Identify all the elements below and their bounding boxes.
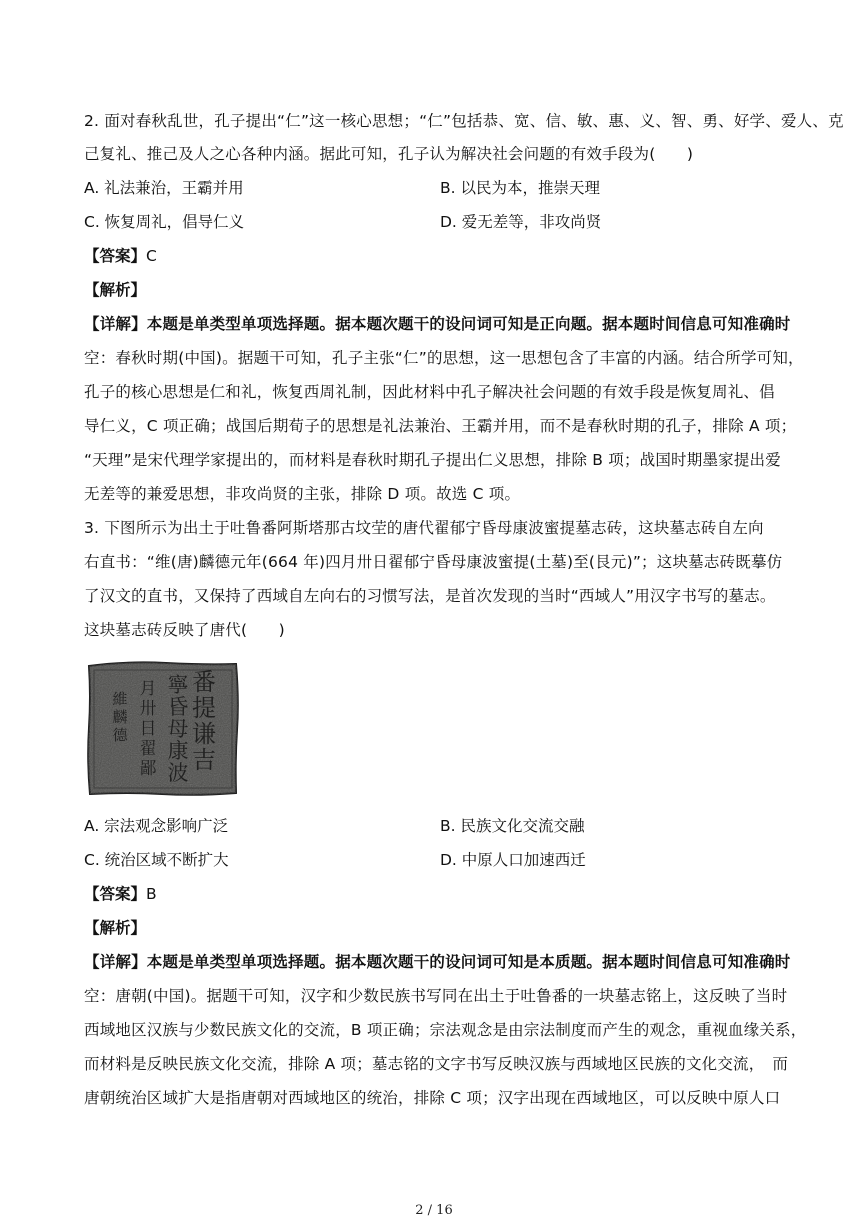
q2-stem-line-2: 己复礼、推己及人之心各种内涵。据此可知，孔子认为解决社会问题的有效手段为( ) [84, 145, 694, 163]
brick-inscription-char: 月 [139, 679, 157, 699]
q2-answer [84, 246, 157, 266]
brick-inscription-char: 卅 [139, 699, 157, 719]
q2-detail-line-1: 【详解】本题是单类型单项选择题。据本题次题干的设问词可知是正向题。据本题时间信息可知准确时 [84, 315, 791, 333]
brick-inscription-char: 番 [192, 668, 216, 696]
brick-inscription-char: 谦 [192, 720, 216, 748]
brick-inscription-char: 日 [139, 719, 157, 739]
brick-inscription-char: 昏 [167, 695, 189, 719]
q3-detail-line-2: 空：唐朝(中国)。据题干可知，汉字和少数民族书写同在出土于吐鲁番的一块墓志铭上，这反映了当时 [84, 987, 788, 1005]
q3-answer-label: 【答案】 [84, 885, 147, 903]
brick-inscription-char: 鄙 [139, 759, 157, 779]
q2-option-c: C. 恢复周礼，倡导仁义 [84, 213, 245, 231]
q3-stem-line-2: 右直书：“维(唐)麟德元年(664 年)四月卅日翟郁宁昏母康波蜜提(土墓)至(艮元)”；这块墓志砖既摹仿 [84, 553, 783, 571]
q2-detail-line-4: 导仁义，C 项正确；战国后期荀子的思想是礼法兼治、王霸并用，而不是春秋时期的孔子，排除 A 项； [84, 417, 797, 435]
brick-inscription-char: 翟 [139, 739, 157, 759]
q2-analysis-label: 【解析】 [84, 281, 147, 299]
q3-detail-line-5: 唐朝统治区域扩大是指唐朝对西域地区的统治，排除 C 项；汉字出现在西域地区，可以反映中原人口 [84, 1089, 781, 1107]
q2-option-d: D. 爱无差等，非攻尚贤 [440, 213, 602, 231]
q3-detail-line-1: 【详解】本题是单类型单项选择题。据本题次题干的设问词可知是本质题。据本题时间信息可知准确时 [84, 953, 791, 971]
q2-option-b: B. 以民为本，推崇天理 [440, 179, 600, 197]
brick-inscription-char: 吉 [192, 746, 216, 774]
q3-option-d: D. 中原人口加速西迁 [440, 851, 586, 869]
q3-answer [84, 884, 157, 904]
brick-inscription-char: 母 [167, 717, 189, 741]
q2-detail-line-6: 无差等的兼爱思想，非攻尚贤的主张，排除 D 项。故选 C 项。 [84, 485, 521, 503]
brick-inscription-char: 康 [167, 739, 189, 763]
q3-answer-value: B [146, 885, 157, 903]
epitaph-brick-image [86, 660, 240, 798]
q3-detail-line-3: 西域地区汉族与少数民族文化的交流，B 项正确；宗法观念是由宗法制度而产生的观念，重视血缘关系， [84, 1021, 807, 1039]
brick-inscription-char: 提 [192, 694, 216, 722]
q2-answer-value: C [146, 247, 157, 265]
q3-stem-line-4: 这块墓志砖反映了唐代( ) [84, 621, 285, 639]
brick-inscription-char: 寧 [167, 673, 189, 697]
q3-detail-line-4: 而材料是反映民族文化交流，排除 A 项；墓志铭的文字书写反映汉族与西域地区民族的文化交流， 而 [84, 1055, 789, 1073]
q2-option-a: A. 礼法兼治，王霸并用 [84, 179, 244, 197]
q2-detail-line-2: 空：春秋时期(中国)。据题干可知，孔子主张“仁”的思想，这一思想包含了丰富的内涵。结合所学可知， [84, 349, 804, 367]
brick-inscription-char: 麟 [112, 708, 128, 726]
q3-stem-line-3: 了汉文的直书，又保持了西域自左向右的习惯写法，是首次发现的当时“西域人”用汉字书写的墓志。 [84, 587, 776, 605]
q2-detail-line-5: “天理”是宋代理学家提出的，而材料是春秋时期孔子提出仁义思想，排除 B 项；战国时期墨家提出爱 [84, 451, 781, 469]
q3-analysis-label: 【解析】 [84, 919, 147, 937]
page-number: 2 / 16 [415, 1203, 453, 1218]
brick-inscription-char: 維 [112, 690, 128, 708]
brick-inscription-char: 德 [112, 726, 128, 744]
q3-option-c: C. 统治区域不断扩大 [84, 851, 229, 869]
q2-detail-line-3: 孔子的核心思想是仁和礼，恢复西周礼制，因此材料中孔子解决社会问题的有效手段是恢复周礼、倡 [84, 383, 775, 401]
q2-answer-label: 【答案】 [84, 247, 147, 265]
q3-option-b: B. 民族文化交流交融 [440, 817, 585, 835]
q2-stem-line-1: 2. 面对春秋乱世，孔子提出“仁”这一核心思想；“仁”包括恭、宽、信、敏、惠、义、智、勇、好学、爱人、克 [84, 112, 844, 130]
q3-option-a: A. 宗法观念影响广泛 [84, 817, 229, 835]
brick-inscription-char: 波 [167, 761, 189, 785]
q3-stem-line-1: 3. 下图所示为出土于吐鲁番阿斯塔那古坟茔的唐代翟郁宁昏母康波蜜提墓志砖，这块墓志砖自左向 [84, 519, 764, 537]
